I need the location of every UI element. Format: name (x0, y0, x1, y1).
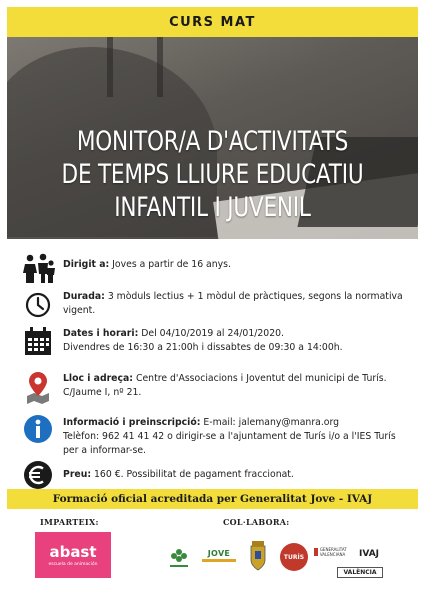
info-value: Del 04/10/2019 al 24/01/2020. (141, 328, 284, 339)
info-value: Joves a partir de 16 anys. (112, 259, 231, 270)
info-label: Durada: (63, 291, 105, 302)
info-text (63, 327, 409, 355)
ies-turis-logo-text: TURÍS (283, 553, 305, 561)
collabora-label: COL·LABORA: (223, 517, 290, 527)
poster (7, 7, 418, 585)
jove-logo-text: JOVE (207, 549, 231, 558)
info-text (63, 372, 409, 400)
hero-section (7, 37, 418, 239)
info-text (63, 416, 409, 458)
euro-icon (21, 458, 55, 492)
map-pin-icon (21, 370, 55, 404)
hero-photo-detail (107, 37, 113, 97)
course-title-line: DE TEMPS LLIURE EDUCATIU (61, 159, 364, 190)
info-item-contact (7, 412, 418, 458)
info-text (63, 290, 409, 318)
info-text (63, 258, 409, 272)
info-icon (21, 412, 55, 446)
info-value: E-mail: jalemany@manra.org (203, 417, 340, 428)
hero-photo-detail (157, 37, 163, 97)
jove-logo (202, 549, 236, 562)
info-text (63, 468, 409, 482)
imparteix-label: IMPARTEIX: (40, 517, 99, 527)
abast-logo-tagline: escuela de animación (48, 562, 98, 567)
info-label: Preu: (63, 469, 92, 480)
abast-logo (35, 532, 111, 578)
calendar-icon (21, 325, 55, 359)
course-title-line: MONITOR/A D'ACTIVITATS (76, 126, 349, 157)
ivaj-logo: IVAJ (359, 549, 380, 559)
accreditation-banner (7, 489, 418, 509)
info-label: Lloc i adreça: (63, 373, 133, 384)
info-value: C/Jaume I, nº 21. (63, 387, 142, 398)
turis-flower-logo (167, 545, 191, 571)
info-value: Centre d'Associacions i Joventut del municipi de Turís. (135, 373, 387, 384)
info-item-dates (7, 323, 418, 359)
course-title (48, 125, 377, 224)
info-value: Divendres de 16:30 a 21:00h i dissabtes de 09:30 a 14:00h. (63, 342, 343, 353)
generalitat-logo-text: GENERALITAT VALENCIANA (319, 547, 347, 557)
info-item-price (7, 458, 418, 490)
info-label: Informació i preinscripció: (63, 417, 201, 428)
info-value: 160 €. Possibilitat de pagament fraccionat. (94, 469, 294, 480)
clock-icon (21, 288, 55, 322)
info-item-duration (7, 284, 418, 318)
abast-logo-name: abast (49, 543, 97, 561)
people-icon (21, 251, 55, 285)
info-item-target (7, 251, 418, 285)
info-value: Telèfon: 962 41 41 42 o dirigir-se a l'ajuntament de Turís i/o a l'IES Turís per a informar-se. (63, 431, 396, 456)
info-label: Dates i horari: (63, 328, 139, 339)
generalitat-logo (314, 547, 354, 557)
turis-coat-of-arms-icon (247, 540, 269, 574)
info-item-place (7, 368, 418, 404)
course-title-line: INFANTIL I JUVENIL (114, 192, 311, 223)
info-value: 3 mòduls lectius + 1 mòdul de pràctiques, segons la normativa vigent. (63, 291, 403, 316)
accreditation-text: Formació oficial acreditada per Generalitat Jove - IVAJ (52, 493, 373, 505)
top-banner (7, 7, 418, 37)
banner-title: CURS MAT (169, 14, 256, 30)
info-label: Dirigit a: (63, 259, 110, 270)
ies-turis-logo (280, 543, 308, 571)
valencia-logo: VALÈNCIA (337, 567, 383, 578)
